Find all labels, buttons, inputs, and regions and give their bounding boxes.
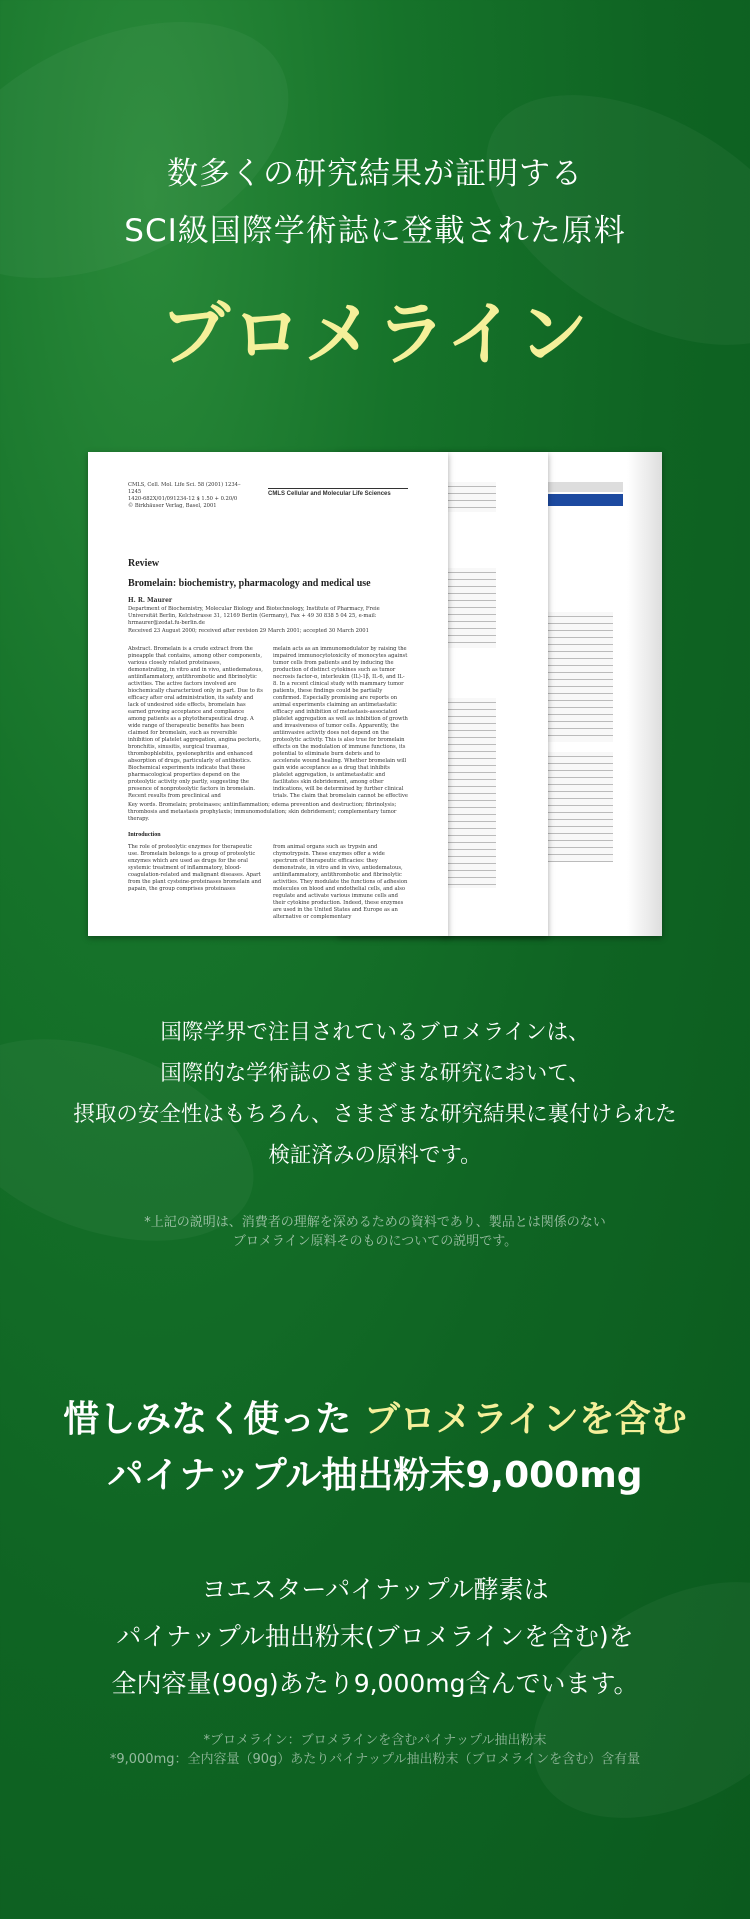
paper-intro-left: The role of proteolytic enzymes for therapeutic use. Bromelain belongs to a group of proteolytic enzymes which are used as drugs for the oral systemic treatment of inflammatory, blood-coagulation-related and malignant diseases. Apart from the plant cysteine-proteinases bromelain and papain, the group comprises proteinases: [128, 844, 262, 892]
paper-section: Review: [128, 558, 160, 569]
paper-title: Bromelain: biochemistry, pharmacology and medical use: [128, 578, 371, 589]
paper-received: Received 23 August 2000; received after revision 29 March 2001; accepted 30 March 2001: [128, 628, 369, 634]
description-line-1: 国際学界で注目されているブロメラインは、: [160, 1020, 590, 1045]
section-heading-line-2: パイナップル抽出粉末9,000mg: [107, 1455, 643, 1496]
paper-journal-name: CMLS Cellular and Molecular Life Sciences: [268, 488, 408, 497]
description-line-3: 摂取の安全性はもちろん、さまざまな研究結果に裏付けられた: [73, 1102, 677, 1127]
paper-header: [128, 482, 248, 510]
research-papers-image: [88, 452, 662, 936]
hero-title: ブロメライン: [160, 293, 590, 375]
paper-abstract-left: Abstract. Bromelain is a crude extract from the pineapple that contains, among other components, various closely related proteinases, demonstrating, in vitro and in vivo, antiedematous, antiinflammatory, antithrombotic and fibrinolytic activities. The active factors involved are biochemically characterized only in part. Due to its efficacy after oral administration, its safety and lack of undesired side effects, bromelain has earned growing acceptance and compliance among patients as a phytotherapeutical drug. A wide range of therapeutic benefits has been claimed for bromelain, such as reversible inhibition of platelet aggregation, angina pectoris, bronchitis, sinusitis, surgical traumas, thrombophlebitis, pyelonephritis and enhanced absorption of drugs, particularly of antibiotics. Biochemical experiments indicate that these pharmacological properties depend on the proteolytic activity only partly, suggesting the presence of nonproteolytic factors in bromelain. Recent results from preclinical and: [128, 646, 263, 799]
description-line-4: 検証済みの原料です。: [268, 1143, 482, 1168]
paper-header-line: © Birkhäuser Verlag, Basel, 2001: [128, 503, 217, 509]
disclaimer-line-2: ブロメライン原料そのものについての説明です。: [232, 1234, 518, 1249]
footnote-line-1: *ブロメライン：ブロメラインを含むパイナップル抽出粉末: [203, 1733, 547, 1748]
product-line-2: パイナップル抽出粉末(ブロメラインを含む)を: [116, 1622, 634, 1651]
disclaimer-line-1: *上記の説明は、消費者の理解を深めるための資料であり、製品とは関係のない: [144, 1215, 606, 1230]
section-heading: [0, 1392, 750, 1504]
paper-header-line: CMLS, Cell. Mol. Life Sci. 58 (2001) 1234–1245: [128, 482, 241, 495]
heading-highlight-text: ブロメラインを含む: [363, 1399, 687, 1440]
footnote-line-2: *9,000mg：全内容量（90g）あたりパイナップル抽出粉末（ブロメラインを含む）含有量: [109, 1752, 641, 1767]
hero-line-2: SCI級国際学術誌に登載された原料: [124, 213, 626, 249]
paper-keywords: Key words. Bromelain; proteinases; antiinflammation; edema prevention and destruction; fibrinolysis; thrombosis and metastasis prophylaxis; immunomodulation; skin debridement; complementary tumor therapy.: [128, 802, 397, 822]
hero-line-1: 数多くの研究結果が証明する: [167, 156, 583, 192]
disclaimer-note: [0, 1213, 750, 1251]
product-description: [0, 1566, 750, 1707]
paper-intro-heading: Introduction: [128, 832, 161, 838]
section-heading-line-1: [0, 1392, 750, 1448]
bromelain-description: [0, 1012, 750, 1176]
footnote: [0, 1731, 750, 1769]
paper-shadow: [627, 452, 662, 936]
paper-main: [88, 452, 448, 936]
heading-plain-text: 惜しみなく使った: [63, 1399, 364, 1440]
paper-affiliation: Department of Biochemistry, Molecular Biology and Biotechnology, Institute of Pharmacy, Freie Universität Berlin, Kelchstrasse 31, 12169 Berlin (Germany), Fax + 49 30 838 5 04 25, e-mail: hrmaurer@zedat.fu-berlin.de: [128, 606, 380, 626]
paper-intro-right: from animal organs such as trypsin and chymotrypsin. These enzymes offer a wide spectrum of therapeutic efficacies: they demonstrate, in vitro and in vivo, antiedematous, antiinflammatory, antithrombotic and fibrinolytic activities. They modulate the functions of adhesion molecules on blood and endothelial cells, and also regulate and activate various immune cells and their cytokine production. Indeed, these enzymes are used in the United States and Europe as an alternative or complementary: [273, 844, 408, 920]
paper-author: H. R. Maurer: [128, 597, 173, 604]
paper-abstract-right: melain acts as an immunomodulator by raising the impaired immunocytotoxicity of monocytes against tumor cells from patients and by inducing the production of distinct cytokines such as tumor necrosis factor-α, interleukin (IL)-1β, IL-6, and IL-8. In a recent clinical study with mammary tumor patients, these findings could be partially confirmed. Especially promising are reports on animal experiments claiming an antimetastatic efficacy and inhibition of metastasis-associated platelet aggregation as well as inhibition of growth and invasiveness of tumor cells. Apparently, the antiinvasive activity does not depend on the proteolytic activity. This is also true for bromelain effects on the modulation of immune functions, its potential to eliminate burn debris and to accelerate wound healing. Whether bromelain will gain wide acceptance as a drug that inhibits platelet aggregation, is antimetastatic and facilitates skin debridement, among other indications, will be determined by further clinical trials. The claim that bromelain cannot be effective: [273, 646, 408, 799]
paper-header-line: 1420-682X/01/091234-12 $ 1.50 + 0.20/0: [128, 496, 238, 502]
description-line-2: 国際的な学術誌のさまざまな研究において、: [160, 1061, 590, 1086]
product-line-1: ヨエスターパイナップル酵素は: [201, 1575, 549, 1604]
product-line-3: 全内容量(90g)あたり9,000mg含んでいます。: [111, 1669, 639, 1698]
